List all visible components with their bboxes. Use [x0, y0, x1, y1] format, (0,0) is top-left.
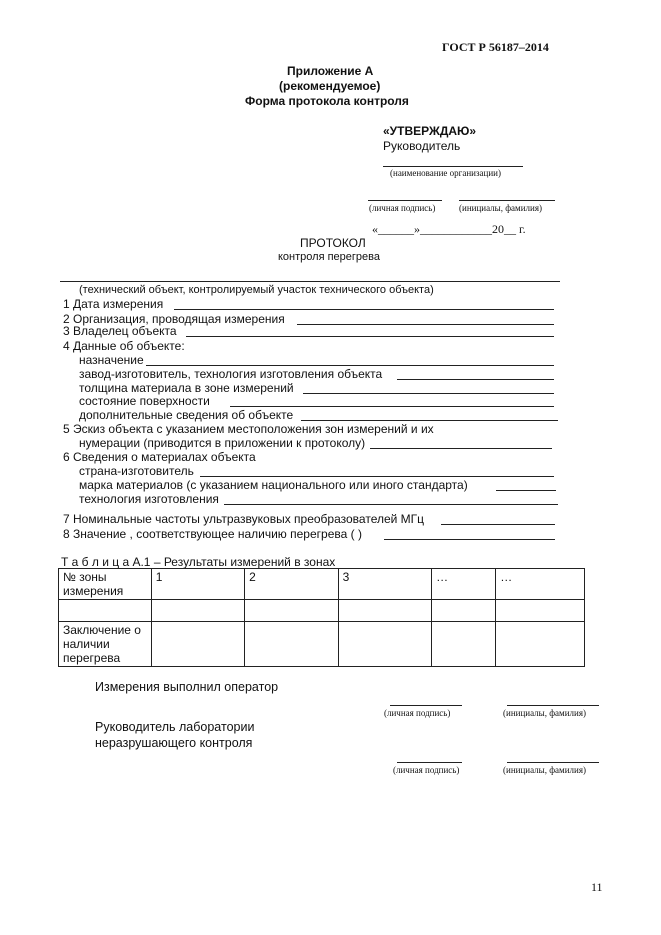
field-sketch-numbering: нумерации (приводится в приложении к протоколу) — [79, 436, 366, 450]
field-manufacturer: завод-изготовитель, технология изготовления объекта — [79, 367, 383, 381]
field-object-data: 4 Данные об объекте: — [63, 339, 185, 353]
field-manufacturer-line — [397, 379, 554, 380]
zone-column-4: … — [432, 569, 496, 600]
field-materials: 6 Сведения о материалах объекта — [63, 450, 256, 464]
zone-header-line1: № зоны — [63, 570, 107, 584]
table-cell — [432, 600, 496, 622]
operator-initials-caption: (инициалы, фамилия) — [503, 708, 586, 718]
operator-signature-caption: (личная подпись) — [384, 708, 451, 718]
field-sketch: 5 Эскиз объекта с указанием местоположения зон измерений и их — [63, 422, 434, 436]
field-country: страна-изготовитель — [79, 464, 194, 478]
field-purpose-line — [146, 365, 554, 366]
field-measurement-date: 1 Дата измерения — [63, 297, 164, 311]
lab-head-label-line1: Руководитель лаборатории — [95, 720, 255, 734]
table-caption: Т а б л и ц а А.1 – Результаты измерений в зонах — [61, 555, 336, 569]
zone-header-line2: измерения — [63, 584, 124, 598]
field-measurement-date-line — [174, 309, 554, 310]
lab-head-initials-line — [507, 762, 599, 763]
conclusion-line3: перегрева — [63, 651, 121, 665]
approver-signature-caption: (личная подпись) — [369, 203, 436, 213]
operator-signature-line — [390, 705, 462, 706]
table-cell — [59, 600, 152, 622]
field-owner: 3 Владелец объекта — [63, 324, 177, 338]
field-thickness-line — [303, 393, 554, 394]
lab-head-label-line2: неразрушающего контроля — [95, 736, 253, 750]
table-row — [59, 622, 585, 667]
field-additional-info-line — [301, 420, 558, 421]
conclusion-cell — [59, 622, 152, 667]
conclusion-line1: Заключение о — [63, 623, 141, 637]
zone-header-cell — [59, 569, 152, 600]
field-material-grade-line — [496, 490, 556, 491]
field-material-grade: марка материалов (с указанием национального или иного стандарта) — [79, 478, 468, 492]
field-thickness: толщина материала в зоне измерений — [79, 381, 294, 395]
field-country-line — [200, 476, 554, 477]
approver-initials-line — [459, 200, 555, 201]
zone-column-3: 3 — [338, 569, 431, 600]
approver-signature-line — [368, 200, 442, 201]
lab-head-initials-caption: (инициалы, фамилия) — [503, 765, 586, 775]
field-overheat-value-line — [384, 539, 555, 540]
table-cell — [432, 622, 496, 667]
field-sketch-line — [370, 448, 552, 449]
table-cell — [496, 600, 585, 622]
field-organization-line — [297, 324, 554, 325]
page-number: 11 — [591, 880, 603, 894]
object-line — [60, 281, 560, 282]
head-label: Руководитель — [383, 139, 461, 153]
appendix-title: Приложение А — [287, 64, 374, 78]
approve-label: «УТВЕРЖДАЮ» — [383, 124, 477, 138]
operator-label: Измерения выполнил оператор — [95, 680, 279, 694]
approver-initials-caption: (инициалы, фамилия) — [459, 203, 542, 213]
table-cell — [151, 622, 244, 667]
approval-date-line: «______»____________20__ г. — [372, 222, 526, 236]
field-overheat-value: 8 Значение , соответствующее наличию перегрева ( ) — [63, 527, 362, 541]
table-cell — [245, 622, 338, 667]
org-line — [383, 166, 523, 167]
org-caption: (наименование организации) — [390, 168, 501, 178]
zone-column-5: … — [496, 569, 585, 600]
table-cell — [496, 622, 585, 667]
table-row — [59, 569, 585, 600]
protocol-subtitle: контроля перегрева — [278, 251, 380, 263]
field-technology-line — [224, 504, 558, 505]
field-additional-info: дополнительные сведения об объекте — [79, 408, 294, 422]
object-caption: (технический объект, контролируемый участок технического объекта) — [79, 284, 434, 296]
field-frequencies: 7 Номинальные частоты ультразвуковых преобразователей МГц — [63, 512, 425, 526]
table-cell — [338, 600, 431, 622]
field-owner-line — [186, 336, 554, 337]
zone-column-1: 1 — [151, 569, 244, 600]
standard-number: ГОСТ Р 56187–2014 — [442, 40, 549, 54]
table-cell — [245, 600, 338, 622]
table-row — [59, 600, 585, 622]
results-table — [58, 568, 585, 667]
lab-head-signature-line — [397, 762, 462, 763]
appendix-subject: Форма протокола контроля — [245, 94, 409, 108]
field-frequencies-line — [441, 524, 555, 525]
table-cell — [151, 600, 244, 622]
field-organization: 2 Организация, проводящая измерения — [63, 312, 285, 326]
appendix-status: (рекомендуемое) — [279, 79, 381, 93]
field-purpose: назначение — [79, 353, 144, 367]
field-technology: технология изготовления — [79, 492, 219, 506]
zone-column-2: 2 — [245, 569, 338, 600]
lab-head-signature-caption: (личная подпись) — [393, 765, 460, 775]
protocol-title: ПРОТОКОЛ — [300, 236, 366, 250]
table-cell — [338, 622, 431, 667]
conclusion-line2: наличии — [63, 637, 110, 651]
field-surface-line — [230, 406, 554, 407]
operator-initials-line — [507, 705, 599, 706]
field-surface: состояние поверхности — [79, 394, 210, 408]
